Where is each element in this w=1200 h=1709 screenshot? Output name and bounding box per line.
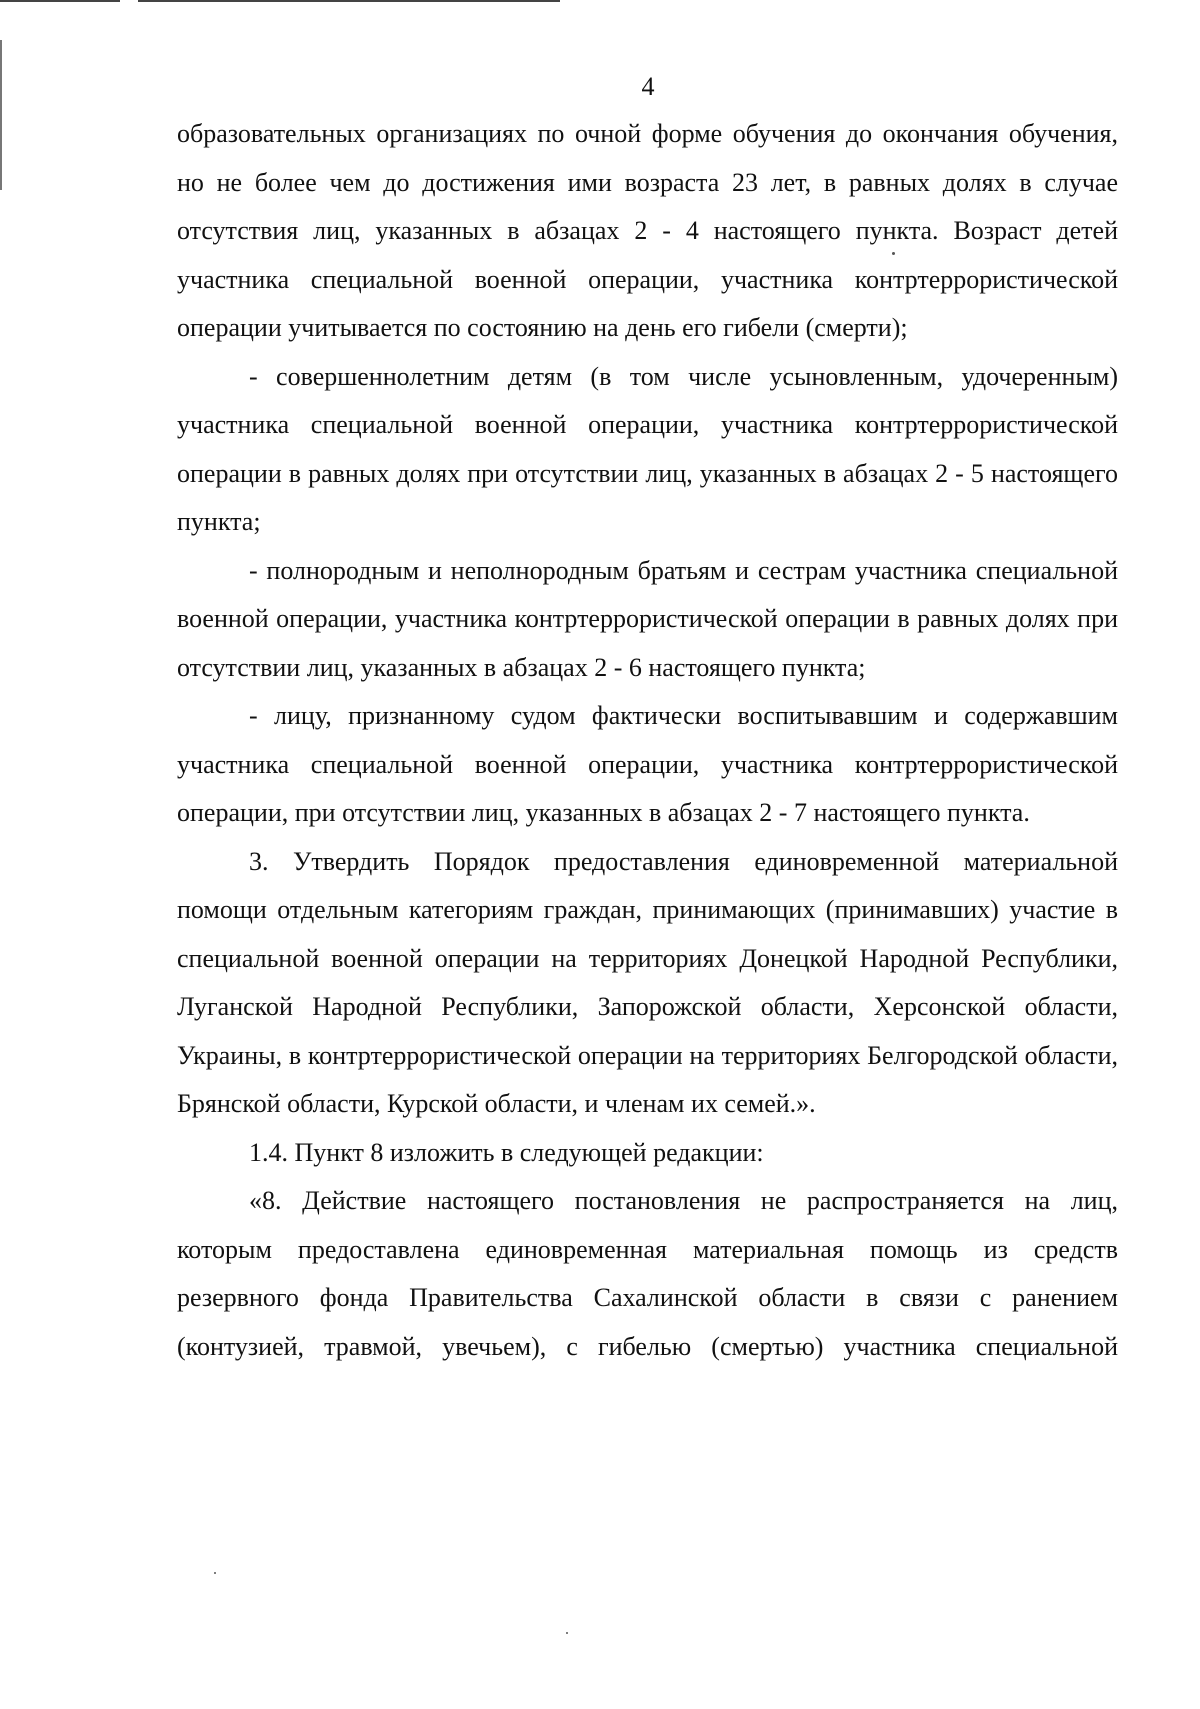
document-body: [177, 110, 1118, 1371]
paragraph-item-8: «8. Действие настоящего постановления не распространяется на лиц, которым предоставлена единовременная материальная помощь из средств резервного фонда Правительства Сахалинской области в связи с ранением (контузией, травмой, увечьем), с гибелью (смертью) участника специальной: [177, 1186, 1118, 1361]
paragraph-item-1-4: 1.4. Пункт 8 изложить в следующей редакции:: [249, 1137, 764, 1167]
paragraph-continuation: образовательных организациях по очной форме обучения до окончания обучения, но не более чем до достижения ими возраста 23 лет, в равных долях в случае отсутствия лиц, указанных в абзацах 2 - 4 настоящего пункта. Возраст детей участника специальной военной операции, участника контртеррористической операции учитывается по состоянию на день его гибели (смерти);: [177, 119, 1118, 342]
scan-speck: [214, 1572, 216, 1574]
paragraph-guardian: - лицу, признанному судом фактически воспитывавшим и содержавшим участника специальной военной операции, участника контртеррористической операции, при отсутствии лиц, указанных в абзацах 2 - 7 настоящего пункта.: [177, 701, 1118, 827]
scan-speck: [892, 252, 895, 255]
scan-top-edge-gap: [120, 0, 138, 3]
scan-left-edge-line: [0, 40, 2, 190]
paragraph-adult-children: - совершеннолетним детям (в том числе усыновленным, удочеренным) участника специальной военной операции, участника контртеррористической операции в равных долях при отсутствии лиц, указанных в абзацах 2 - 5 настоящего пункта;: [177, 361, 1118, 536]
paragraph-siblings: - полнородным и неполнородным братьям и сестрам участника специальной военной операции, участника контртеррористической операции в равных долях при отсутствии лиц, указанных в абзацах 2 - 6 настоящего пункта;: [177, 555, 1118, 682]
page-number: 4: [641, 72, 655, 101]
scan-top-edge-line: [0, 0, 560, 2]
scan-speck: [566, 1632, 568, 1634]
paragraph-item-3: 3. Утвердить Порядок предоставления единовременной материальной помощи отдельным категориям граждан, принимающих (принимавших) участие в специальной военной операции на территориях Донецкой Народной Республики, Луганской Народной Республики, Запорожской области, Херсонской области, Украины, в контртеррористической операции на территориях Белгородской области, Брянской области, Курской области, и членам их семей.».: [177, 846, 1118, 1118]
